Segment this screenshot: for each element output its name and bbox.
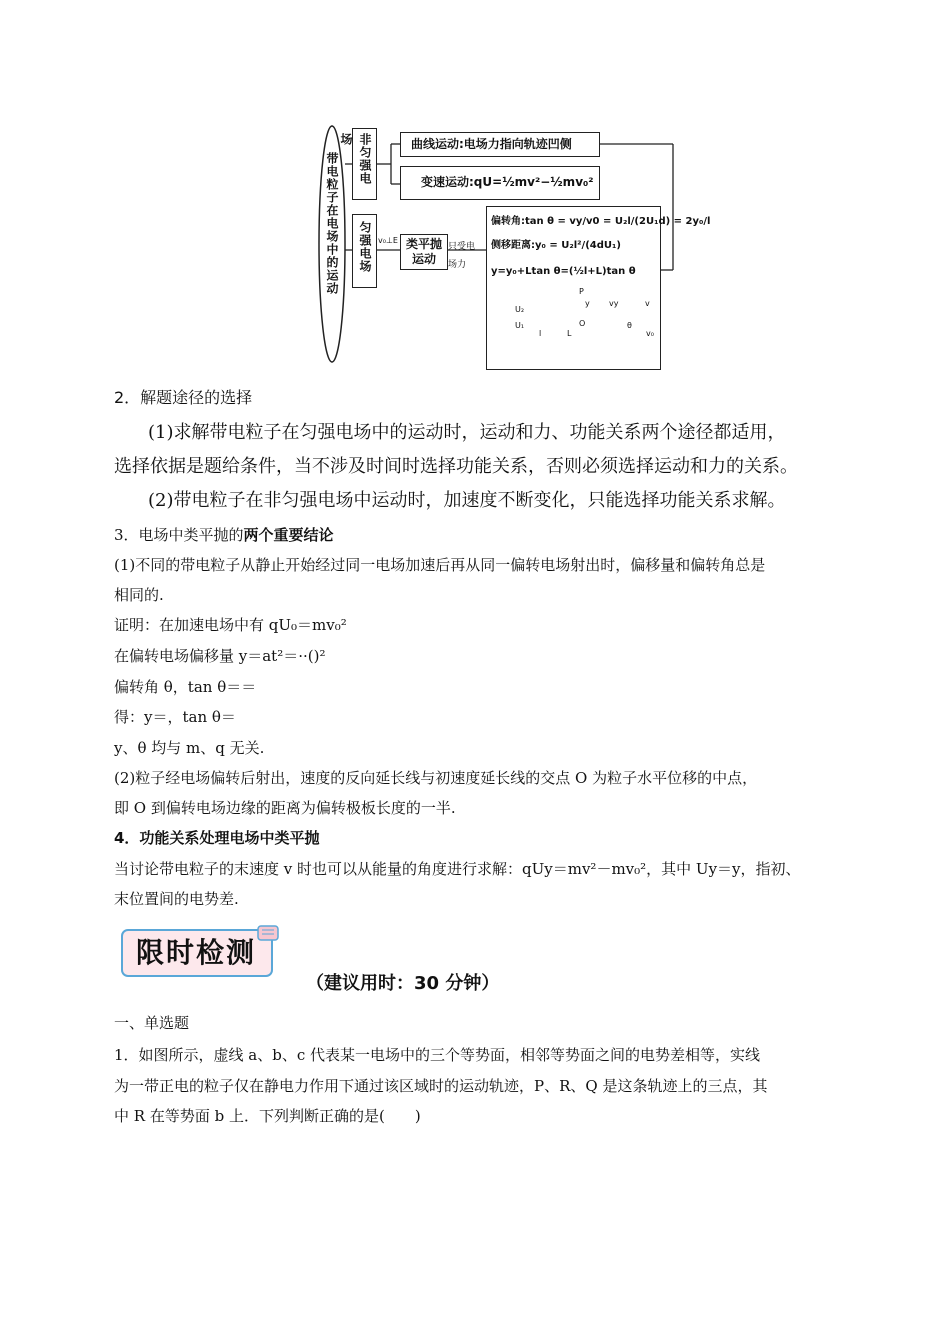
fig-label-p: P xyxy=(579,287,584,296)
section3-result: 得：y＝，tan θ＝ xyxy=(114,708,236,726)
section3-c1-line1: (1)不同的带电粒子从静止开始经过同一电场加速后再从同一偏转电场射出时，偏移量和偏转角总是 xyxy=(114,556,766,574)
deflection-distance: 侧移距离:y₀ = U₂l²/(4dU₁) xyxy=(491,240,621,251)
nonuniform-field-box: 非匀强电场 xyxy=(352,128,377,200)
section3-independence: y、θ 均与 m、q 无关. xyxy=(114,739,265,757)
section3-c1-line2: 相同的. xyxy=(114,586,164,604)
deflection-angle: 偏转角:tan θ = vy/v0 = U₂l/(2U₁d) = 2y₀/l xyxy=(491,216,711,227)
figure-labels xyxy=(491,285,656,341)
projectile-box: 类平抛运动 xyxy=(400,234,448,270)
section3-proof: 证明：在加速电场中有 qU₀＝mv₀² xyxy=(114,616,347,634)
fig-label-v0: v₀ xyxy=(646,329,654,338)
section3-deflect: 在偏转电场偏移量 y＝at²＝··()² xyxy=(114,647,326,665)
fig-label-l: l xyxy=(539,329,542,338)
section3-heading-bold: 两个重要结论 xyxy=(243,526,334,544)
question-type: 一、单选题 xyxy=(114,1014,190,1032)
section3-c2-line1: (2)粒子经电场偏转后射出，速度的反向延长线与初速度延长线的交点 O 为粒子水平位移的中点， xyxy=(114,769,758,787)
q1-line2: 为一带正电的粒子仅在静电力作用下通过该区域时的运动轨迹，P、R、Q 是这条轨迹上的三点，其 xyxy=(114,1077,768,1095)
section4-line1: 当讨论带电粒子的末速度 v 时也可以从能量的角度进行求解：qUy＝mv²－mv₀²，其中 Uy＝y，指初、 xyxy=(114,860,801,878)
fig-label-y: y xyxy=(585,299,590,308)
uniform-field-box: 匀强电场 xyxy=(352,214,377,288)
fig-label-v: v xyxy=(645,299,650,308)
section2-heading: 2．解题途径的选择 xyxy=(114,388,253,407)
suggested-time: （建议用时：30 分钟） xyxy=(306,973,500,994)
section3-heading xyxy=(114,524,334,546)
variable-motion-prefix: 变速运动:qU= xyxy=(421,175,503,189)
section4-line2: 末位置间的电势差. xyxy=(114,890,239,908)
time-limit-badge xyxy=(118,924,282,982)
fig-label-u1: U₁ xyxy=(515,321,525,330)
section3-c2-line2: 即 O 到偏转电场边缘的距离为偏转极板长度的一半. xyxy=(114,799,456,817)
section3-heading-plain: 3．电场中类平抛的 xyxy=(114,526,244,544)
section4-heading: 4．功能关系处理电场中类平抛 xyxy=(114,829,320,847)
result-box xyxy=(486,206,711,370)
variable-motion-box xyxy=(400,166,600,200)
fig-label-L: L xyxy=(567,329,572,338)
root-label: 带电粒子在电场中的运动 xyxy=(325,152,339,295)
fig-label-o: O xyxy=(579,319,586,328)
variable-motion-formula: ½mv²−½mv₀² xyxy=(502,175,594,189)
perp-label: v₀⊥E xyxy=(378,236,398,245)
concept-diagram xyxy=(318,124,711,374)
fig-label-u2: U₂ xyxy=(515,305,525,314)
fig-label-vy: vy xyxy=(609,299,619,308)
section2-p1-line2: 选择依据是题给条件，当不涉及时间时选择功能关系，否则必须选择运动和力的关系。 xyxy=(114,456,798,477)
badge-label: 限时检测 xyxy=(136,936,257,969)
q1-line3: 中 R 在等势面 b 上．下列判断正确的是( ) xyxy=(114,1107,421,1125)
q1-line1: 1．如图所示，虚线 a、b、c 代表某一电场中的三个等势面，相邻等势面之间的电势差相等，实线 xyxy=(114,1046,761,1064)
only-force-label: 只受电场力 xyxy=(448,242,476,270)
section3-angle: 偏转角 θ，tan θ＝＝ xyxy=(114,678,257,696)
fig-label-theta: θ xyxy=(627,321,632,330)
curve-motion-box: 曲线运动:电场力指向轨迹凹侧 xyxy=(400,132,600,157)
section2-p2: (2)带电粒子在非匀强电场中运动时，加速度不断变化，只能选择功能关系求解。 xyxy=(148,490,786,511)
section2-p1-line1: (1)求解带电粒子在匀强电场中的运动时，运动和力、功能关系两个途径都适用， xyxy=(148,422,786,443)
total-displacement: y=y₀+Ltan θ=(½l+L)tan θ xyxy=(491,266,636,277)
